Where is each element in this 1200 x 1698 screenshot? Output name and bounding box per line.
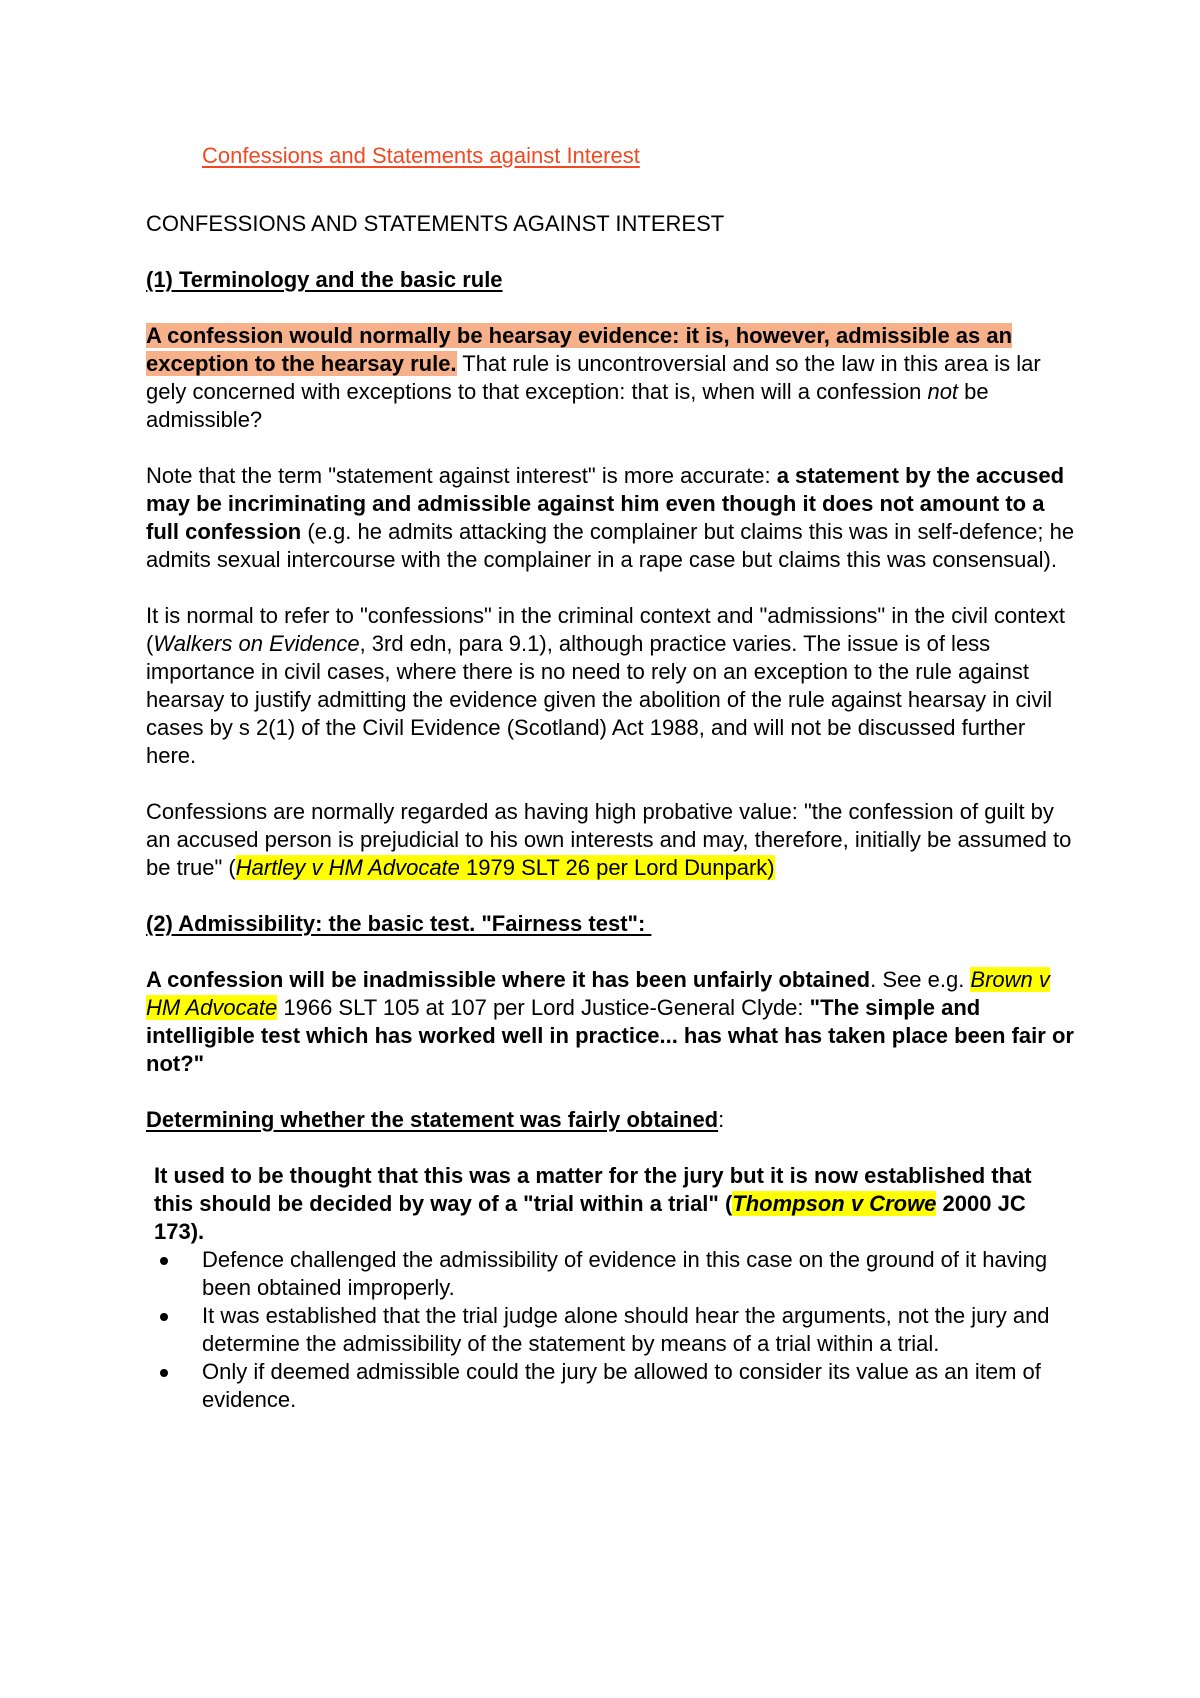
- bullet-icon: [160, 1369, 168, 1377]
- bold-statement: a statement by the accused may be incriminating and admissible against him even though it does not amount to a full confession: [146, 463, 1065, 544]
- case-citation-brown: Brown v HM Advocate: [146, 967, 1050, 1020]
- bold-statement: It used to be thought that this was a matter for the jury but it is now established that this should be decided by way of a "trial within a trial" (: [154, 1163, 1032, 1216]
- list-item-text: Defence challenged the admissibility of evidence in this case on the ground of it having been obtained improperly.: [202, 1247, 1048, 1300]
- section-2-paragraph-1: [146, 966, 1076, 1078]
- document-body: [146, 140, 1076, 1414]
- section-2-paragraph-2: [146, 1162, 1076, 1246]
- section-1-paragraph-4: [146, 798, 1076, 882]
- highlighted-rule: A confession would normally be hearsay evidence: it is, however, admissible as an exception to the hearsay rule.: [146, 323, 1013, 376]
- section-2-subheading: Determining whether the statement was fairly obtained: [146, 1107, 719, 1132]
- book-citation: Walkers on Evidence: [153, 631, 360, 656]
- section-1-paragraph-2: [146, 462, 1076, 574]
- paragraph-text: . See e.g.: [870, 967, 971, 992]
- section-1-heading: (1) Terminology and the basic rule: [146, 267, 503, 292]
- list-item: [146, 1246, 1076, 1302]
- list-item: [146, 1358, 1076, 1414]
- list-item-text: Only if deemed admissible could the jury be allowed to consider its value as an item of evidence.: [202, 1359, 1041, 1412]
- bold-statement: A confession will be inadmissible where it has been unfairly obtained: [146, 967, 871, 992]
- list-item-text: It was established that the trial judge alone should hear the arguments, not the jury and determine the admissibility of the statement by means of a trial within a trial.: [202, 1303, 1050, 1356]
- section-2-heading: (2) Admissibility: the basic test. "Fairness test":: [146, 911, 652, 936]
- paragraph-text: Note that the term "statement against interest" is more accurate:: [146, 463, 777, 488]
- case-reference: 1979 SLT 26 per Lord Dunpark): [459, 855, 775, 880]
- document-title: Confessions and Statements against Interest: [202, 143, 640, 168]
- paragraph-text: That rule is uncontroversial and so the law in this area is lar gely concerned with exceptions to that exception: that is, when will a confession: [146, 351, 1041, 404]
- section-2-subheading-line: [146, 1106, 1076, 1134]
- case-citation-thompson: [732, 1191, 936, 1216]
- case-citation-hartley: [236, 855, 775, 880]
- bullet-icon: [160, 1257, 168, 1265]
- bullet-icon: [160, 1313, 168, 1321]
- paragraph-text: 1966 SLT 105 at 107 per Lord Justice-General Clyde:: [277, 995, 810, 1020]
- paragraph-text: Confessions are normally regarded as having high probative value: "the confession of guilt by an accused person is prejudicial to his own interests and may, therefore, initially be assumed to be true" (: [146, 799, 1072, 880]
- list-item: [146, 1302, 1076, 1358]
- case-reference: 2000 JC 173).: [154, 1191, 1026, 1244]
- bold-quote: "The simple and intelligible test which has worked well in practice... has what has taken place been fair or not?": [146, 995, 1074, 1076]
- main-heading: CONFESSIONS AND STATEMENTS AGAINST INTEREST: [146, 211, 725, 236]
- section-1-paragraph-1: [146, 322, 1076, 434]
- bullet-list: [146, 1246, 1076, 1414]
- emphasis-not: not: [927, 379, 959, 404]
- subheading-colon: :: [718, 1107, 725, 1132]
- paragraph-text: It is normal to refer to "confessions" in the criminal context and "admissions" in the civil context (: [146, 603, 1065, 656]
- case-name: Thompson v Crowe: [732, 1191, 937, 1216]
- case-name: Hartley v HM Advocate: [235, 855, 460, 880]
- paragraph-text: (e.g. he admits attacking the complainer but claims this was in self-defence; he admits sexual intercourse with the complainer in a rape case but claims this was consensual).: [146, 519, 1075, 572]
- paragraph-text: , 3rd edn, para 9.1), although practice varies. The issue is of less importance in civil cases, where there is no need to rely on an exception to the rule against hearsay to justify admitting the evidence given the abolition of the rule against hearsay in civil cases by s 2(1) of the Civil Evidence (Scotland) Act 1988, and will not be discussed further here.: [146, 631, 1053, 768]
- section-1-paragraph-3: [146, 602, 1076, 770]
- paragraph-text: be admissible?: [146, 379, 989, 432]
